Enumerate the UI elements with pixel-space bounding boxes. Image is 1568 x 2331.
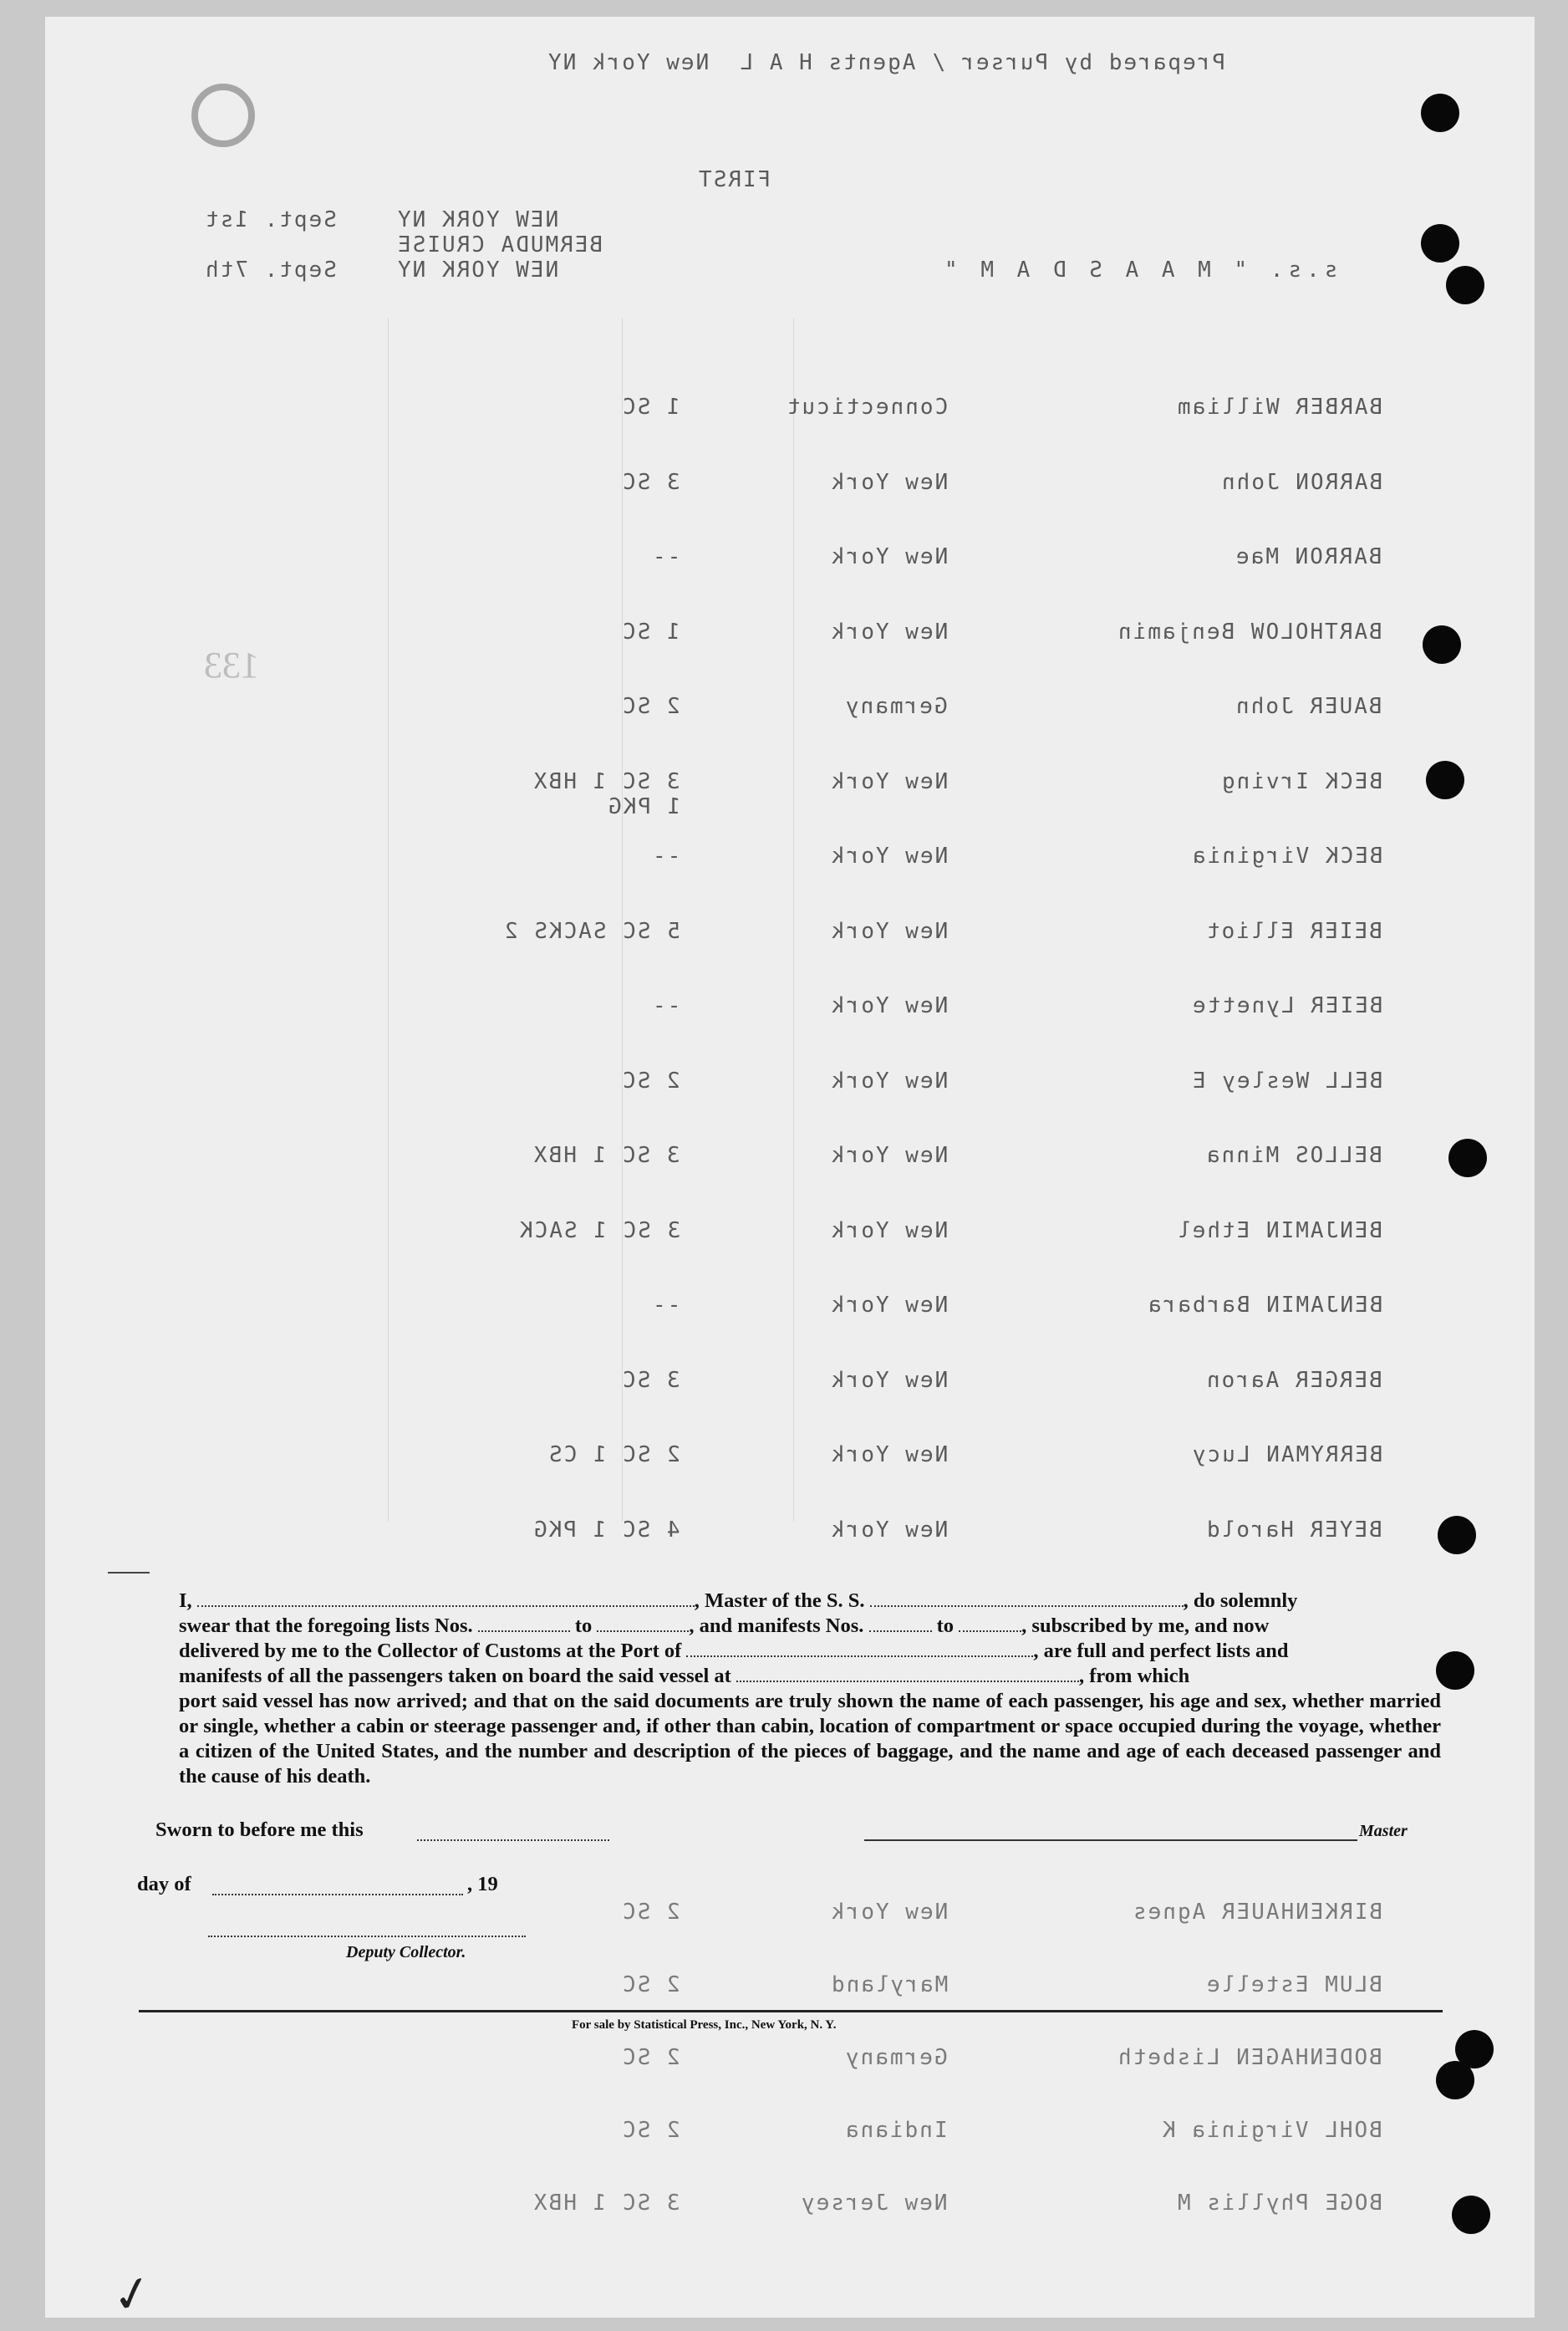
baggage-text: 2 SC: [621, 1972, 680, 1997]
oath-text: I,: [179, 1589, 192, 1612]
binder-hole: [1421, 94, 1459, 132]
passenger-residence: New York: [829, 844, 948, 869]
passenger-row: [379, 395, 1382, 428]
passenger-name: BOHL Virginia K: [1161, 2118, 1382, 2143]
vessel-name-text: s.s. " M A A S D A M ": [939, 258, 1338, 283]
departure-port-blank[interactable]: [736, 1665, 1079, 1682]
passenger-row: [379, 470, 1382, 503]
baggage-text: --: [650, 844, 680, 869]
oath-text: swear that the foregoing lists Nos.: [179, 1614, 473, 1637]
baggage-text: 1 PKG: [606, 793, 680, 819]
prepared-by-text: Prepared by Purser / Agents H A L New York NY: [547, 50, 1226, 75]
day-of-label: day of: [137, 1873, 191, 1895]
passenger-row: [379, 1517, 1382, 1551]
vessel-name: [939, 258, 1337, 283]
passenger-row: [379, 620, 1382, 653]
deputy-collector-label: Deputy Collector.: [346, 1943, 466, 1961]
binder-hole: [1446, 266, 1484, 304]
oath-text: , Master of the S. S.: [694, 1589, 865, 1612]
passenger-row: [379, 1972, 1382, 2006]
passenger-name: BEYER Harold: [1205, 1517, 1382, 1543]
passenger-name: BODENHAGEN Lisbeth: [1117, 2045, 1382, 2070]
oath-text: , are full and perfect lists and: [1033, 1640, 1289, 1662]
passenger-residence: New York: [829, 993, 948, 1018]
baggage-text: 2 SC: [621, 1900, 680, 1925]
baggage-text: 3 SC: [621, 1367, 680, 1393]
binder-hole: [1452, 2196, 1490, 2234]
passenger-name: BIRKENHAUER Agnes: [1131, 1900, 1382, 1925]
passenger-row: [379, 1143, 1382, 1176]
route-block: [396, 207, 603, 283]
baggage-text: 3 SC 1 HBX: [532, 2191, 680, 2216]
passenger-row: [379, 1442, 1382, 1476]
passenger-residence: Germany: [844, 694, 948, 719]
passenger-name: BEIER Elliot: [1205, 918, 1382, 944]
passenger-residence: New York: [829, 1367, 948, 1393]
passenger-name: BENJAMIN Ethel: [1175, 1217, 1382, 1243]
binder-hole: [1436, 1651, 1474, 1690]
passenger-row: [379, 993, 1382, 1027]
binder-hole: [1423, 625, 1461, 664]
passenger-name: BARTHOLOW Benjamin: [1117, 619, 1382, 645]
passenger-baggage: [379, 919, 680, 944]
passenger-row: [379, 694, 1382, 727]
binder-hole: [1436, 2061, 1474, 2099]
passenger-row: [379, 1069, 1382, 1102]
passenger-baggage: [379, 1900, 680, 1925]
oath-text: to: [936, 1614, 955, 1637]
passenger-residence: Indiana: [844, 2118, 948, 2143]
day-blank[interactable]: [212, 1894, 463, 1895]
passenger-residence: New York: [829, 1442, 948, 1467]
baggage-text: 3 SC 1 SACK: [517, 1217, 680, 1243]
passenger-row: [379, 2045, 1382, 2079]
oath-text: manifests of all the passengers taken on board the said vessel at: [179, 1665, 731, 1687]
passenger-residence: New York: [829, 469, 948, 495]
passenger-residence: New York: [829, 1293, 948, 1318]
baggage-text: 3 SC 1 HBX: [532, 1143, 680, 1168]
passenger-baggage: [379, 2118, 680, 2143]
passenger-name: BAUER John: [1235, 694, 1382, 719]
passenger-row: [379, 1218, 1382, 1252]
passenger-baggage: [379, 1143, 680, 1168]
passenger-name: BARRON Mae: [1235, 544, 1382, 569]
oath-text: , do solemnly: [1183, 1589, 1298, 1612]
deputy-signature-line[interactable]: [208, 1936, 526, 1937]
passenger-baggage: [379, 1972, 680, 1997]
passenger-name: BEIER Lynette: [1190, 993, 1382, 1018]
baggage-text: 2 SC: [621, 2045, 680, 2070]
passenger-residence: New Jersey: [800, 2191, 948, 2216]
stamp-number: [204, 644, 259, 686]
date-return: [204, 258, 337, 283]
passenger-baggage: [379, 620, 680, 645]
manifest-sheet: [45, 17, 1535, 2327]
passenger-baggage: [379, 1218, 680, 1243]
baggage-text: 2 SC: [621, 1068, 680, 1094]
oath-paragraph: [179, 1589, 1441, 1789]
baggage-text: 3 SC 1 HBX: [532, 768, 680, 794]
sworn-date-blank[interactable]: [417, 1839, 609, 1841]
route-line-3: NEW YORK NY: [396, 258, 559, 283]
route-line-1: NEW YORK NY: [396, 207, 559, 232]
baggage-text: --: [650, 1293, 680, 1318]
passenger-name: BARBER William: [1175, 395, 1382, 420]
passenger-baggage: [379, 1517, 680, 1543]
oath-text: delivered by me to the Collector of Customs at the Port of: [179, 1640, 682, 1662]
passenger-row: [379, 1293, 1382, 1326]
stamp-seal-icon: [191, 84, 255, 147]
year-label: , 19: [467, 1873, 498, 1895]
date-depart-text: Sept. 1st: [204, 207, 337, 232]
passenger-residence: New York: [829, 918, 948, 944]
baggage-text: 1 SC: [621, 619, 680, 645]
passenger-baggage: [379, 2191, 680, 2216]
passenger-name: BECK Virginia: [1190, 844, 1382, 869]
binder-hole: [1421, 224, 1459, 263]
baggage-text: --: [650, 544, 680, 569]
passenger-row: [379, 1900, 1382, 1933]
list-no-from-blank[interactable]: [478, 1615, 570, 1632]
passenger-row: [379, 919, 1382, 952]
passenger-row: [379, 2191, 1382, 2224]
passenger-name: BERRYMAN Lucy: [1190, 1442, 1382, 1467]
passenger-residence: Maryland: [829, 1972, 948, 1997]
baggage-text: 4 SC 1 PKG: [532, 1517, 680, 1543]
date-depart: [204, 207, 337, 232]
class-label: [697, 167, 771, 192]
date-return-text: Sept. 7th: [204, 258, 337, 283]
oath-body: port said vessel has now arrived; and that on the said documents are truly shown the name of each passenger, his age and sex, whether married or single, whether a cabin or steerage passenger and, if other than cabin, location of compartment or space occupied during the voyage, whether a citizen of the United States, and the number and description of the pieces of baggage, and the name and age of each deceased passenger and the cause of his death.: [179, 1690, 1441, 1788]
passenger-residence: New York: [829, 619, 948, 645]
passenger-name: BECK Irving: [1219, 768, 1382, 794]
baggage-text: 2 SC 1 CS: [547, 1442, 680, 1467]
passenger-residence: New York: [829, 1900, 948, 1925]
sworn-label: Sworn to before me this: [155, 1818, 364, 1841]
passenger-baggage: [379, 1368, 680, 1393]
margin-mark: [108, 1572, 150, 1574]
oath-text: to: [574, 1614, 593, 1637]
passenger-baggage: [379, 844, 680, 869]
passenger-residence: New York: [829, 768, 948, 794]
passenger-baggage: [379, 694, 680, 719]
passenger-residence: Connecticut: [785, 395, 948, 420]
prepared-by-line: [547, 50, 1225, 75]
passenger-baggage: [379, 1069, 680, 1094]
passenger-row: [379, 1368, 1382, 1401]
passenger-baggage: [379, 395, 680, 420]
ship-name-blank[interactable]: [870, 1590, 1184, 1607]
list-no-to-blank[interactable]: [597, 1615, 689, 1632]
printer-credit: For sale by Statistical Press, Inc., New York, N. Y.: [572, 2018, 837, 2032]
manifest-no-to-blank[interactable]: [959, 1615, 1021, 1632]
port-blank[interactable]: [686, 1640, 1033, 1657]
passenger-residence: New York: [829, 544, 948, 569]
passenger-name: BELLOS Minna: [1205, 1143, 1382, 1168]
passenger-row: [379, 544, 1382, 578]
baggage-text: --: [650, 993, 680, 1018]
passenger-residence: Germany: [844, 2045, 948, 2070]
passenger-name: BLUM Estelle: [1205, 1972, 1382, 1997]
footer-rule: [139, 2010, 1443, 2012]
passenger-row: [379, 844, 1382, 877]
route-line-2: BERMUDA CRUISE: [396, 232, 603, 258]
manifest-no-from-blank[interactable]: [869, 1615, 932, 1632]
handwritten-check-icon: ✓: [106, 2262, 159, 2327]
oath-text: , and manifests Nos.: [689, 1614, 864, 1637]
oath-text: , subscribed by me, and now: [1021, 1614, 1270, 1637]
baggage-text: 2 SC: [621, 2118, 680, 2143]
binder-hole: [1438, 1516, 1476, 1554]
passenger-row: [379, 2118, 1382, 2151]
master-name-blank[interactable]: [197, 1590, 695, 1607]
passenger-row: [379, 768, 1382, 819]
passenger-baggage: [379, 1293, 680, 1318]
passenger-name: BARRON John: [1219, 469, 1382, 495]
passenger-residence: New York: [829, 1143, 948, 1168]
passenger-baggage: [379, 1442, 680, 1467]
passenger-name: BERGER Aaron: [1205, 1367, 1382, 1393]
stamp-number-text: 133: [204, 645, 259, 686]
passenger-residence: New York: [829, 1068, 948, 1094]
passenger-baggage: [379, 544, 680, 569]
passenger-residence: New York: [829, 1217, 948, 1243]
binder-hole: [1448, 1139, 1487, 1177]
passenger-baggage: [379, 993, 680, 1018]
passenger-name: BENJAMIN Barbara: [1146, 1293, 1382, 1318]
passenger-baggage: [379, 769, 680, 819]
master-signature-line[interactable]: [864, 1839, 1357, 1841]
oath-text: , from which: [1078, 1665, 1190, 1687]
passenger-name: BOGE Phyllis M: [1175, 2191, 1382, 2216]
baggage-text: 3 SC: [621, 469, 680, 495]
class-text: FIRST: [697, 167, 771, 192]
baggage-text: 5 SC SACKS 2: [503, 918, 680, 944]
passenger-name: BELL Wesley E: [1190, 1068, 1382, 1094]
passenger-residence: New York: [829, 1517, 948, 1543]
baggage-text: 1 SC: [621, 395, 680, 420]
passenger-baggage: [379, 2045, 680, 2070]
baggage-text: 2 SC: [621, 694, 680, 719]
binder-hole: [1426, 761, 1464, 799]
master-label: Master: [1359, 1822, 1408, 1840]
passenger-baggage: [379, 470, 680, 495]
